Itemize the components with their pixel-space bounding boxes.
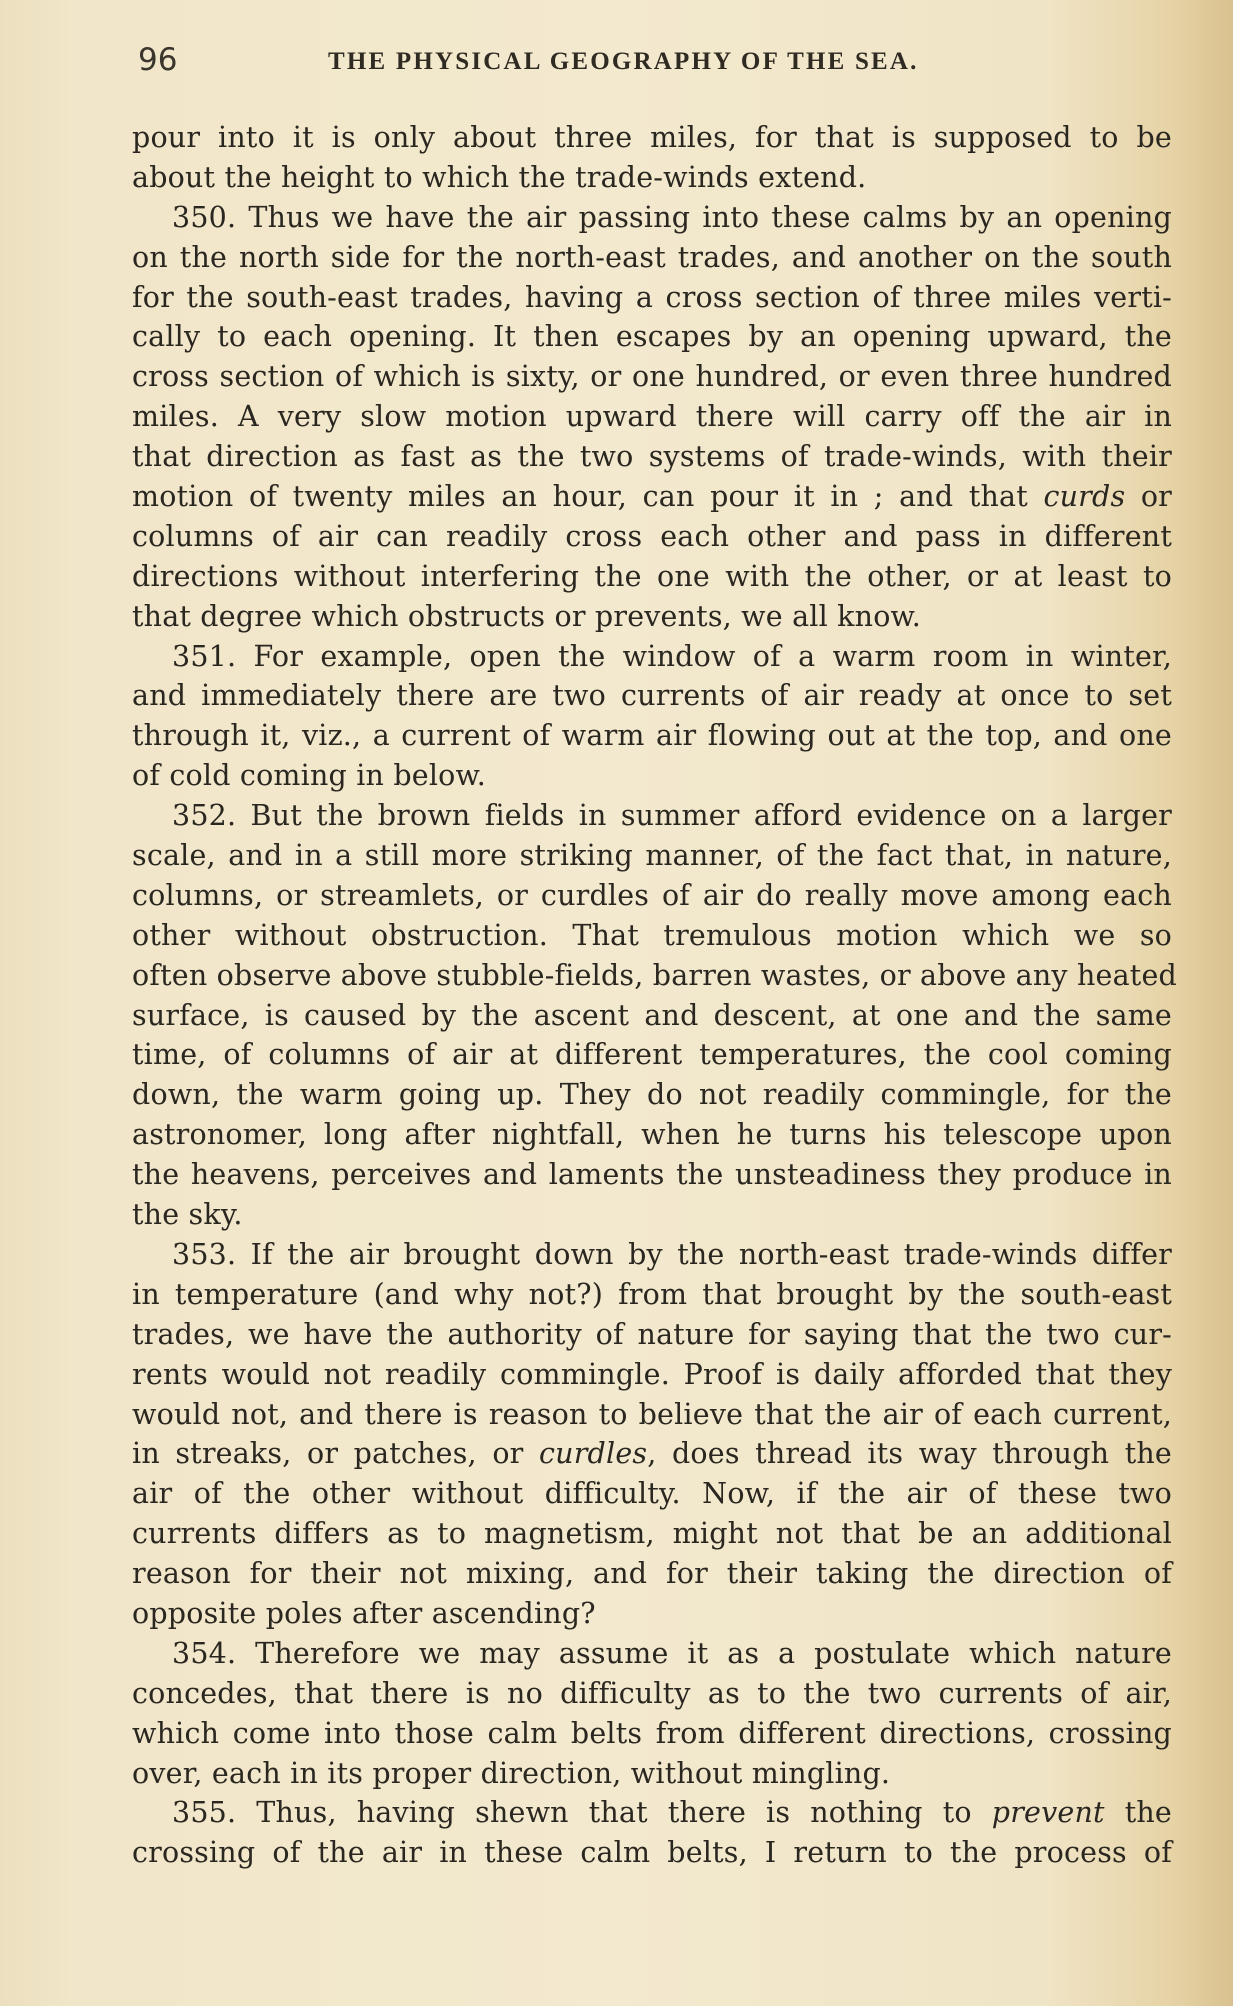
text-line: directions without interfering the one with the other, or at least to [132,559,1172,593]
text-line: air of the other without difficulty. Now, if the air of these two [132,1477,1172,1511]
text-line: that degree which obstructs or prevents, we all know. [132,599,922,633]
text-line: 355. Thus, having shewn that there is nothing to prevent the [172,1796,1172,1830]
page-number: 96 [138,42,178,78]
emphasis: curdles [539,1437,648,1471]
text-line: cross section of which is sixty, or one hundred, or even three hundred [132,360,1172,394]
text-line: trades, we have the authority of nature for saying that the two cur- [132,1317,1172,1351]
text-line: miles. A very slow motion upward there will carry off the air in [132,400,1172,434]
text-line: for the south-east trades, having a cross section of three miles verti- [132,280,1172,314]
body-text [132,118,1177,1873]
text-line: 351. For example, open the window of a warm room in winter, [172,639,1172,673]
running-head: THE PHYSICAL GEOGRAPHY OF THE SEA. [328,48,919,75]
text-line: cally to each opening. It then escapes by an opening upward, the [132,320,1172,354]
text-line: over, each in its proper direction, without mingling. [132,1756,891,1790]
text-line: the heavens, perceives and laments the unsteadiness they produce in [132,1158,1172,1192]
page-header [138,42,1173,82]
text-line: of cold coming in below. [132,759,487,793]
text-line: about the height to which the trade-winds extend. [132,160,867,194]
text-line: time, of columns of air at different temperatures, the cool coming [132,1038,1172,1072]
text-line: 354. Therefore we may assume it as a postulate which nature [172,1636,1172,1670]
text-line: columns, or streamlets, or curdles of air do really move among each [132,878,1172,912]
text-line: the sky. [132,1198,243,1232]
text-line: opposite poles after ascending? [132,1596,596,1630]
text-line: which come into those calm belts from different directions, crossing [132,1716,1172,1750]
text-line: and immediately there are two currents of air ready at once to set [132,679,1172,713]
text-line: 350. Thus we have the air passing into these calms by an opening [172,200,1172,234]
text-line: currents differs as to magnetism, might not that be an additional [132,1517,1172,1551]
text-line: that direction as fast as the two systems of trade-winds, with their [132,440,1172,474]
text-line: crossing of the air in these calm belts, I return to the process of [132,1836,1172,1870]
text-line: down, the warm going up. They do not readily commingle, for the [132,1078,1172,1112]
text-line: in streaks, or patches, or curdles, does thread its way through the [132,1437,1173,1471]
text-line: columns of air can readily cross each other and pass in different [132,519,1172,553]
text-line: 352. But the brown fields in summer afford evidence on a larger [172,799,1172,833]
text-line: on the north side for the north-east trades, and another on the south [132,240,1172,274]
text-line: in temperature (and why not?) from that brought by the south-east [132,1277,1172,1311]
text-line: rents would not readily commingle. Proof is daily afforded that they [132,1357,1172,1391]
text-line: 353. If the air brought down by the north-east trade-winds differ [172,1237,1172,1271]
text-line: reason for their not mixing, and for their taking the direction of [132,1557,1172,1591]
text-line: scale, and in a still more striking manner, of the fact that, in nature, [132,839,1172,873]
text-line: through it, viz., a current of warm air flowing out at the top, and one [132,719,1172,753]
text-line: other without obstruction. That tremulous motion which we so [132,918,1172,952]
text-line: motion of twenty miles an hour, can pour it in ; and that curds or [132,480,1172,514]
text-line: astronomer, long after nightfall, when he turns his telescope upon [132,1118,1172,1152]
text-line: often observe above stubble-fields, barren wastes, or above any heated [132,958,1177,992]
emphasis: curds [1043,480,1126,514]
text-line: surface, is caused by the ascent and descent, at one and the same [132,998,1172,1032]
text-line: pour into it is only about three miles, for that is supposed to be [132,121,1172,154]
text-line: would not, and there is reason to believe that the air of each current, [132,1397,1172,1431]
emphasis: prevent [991,1796,1105,1830]
text-line: concedes, that there is no difficulty as to the two currents of air, [132,1676,1172,1710]
